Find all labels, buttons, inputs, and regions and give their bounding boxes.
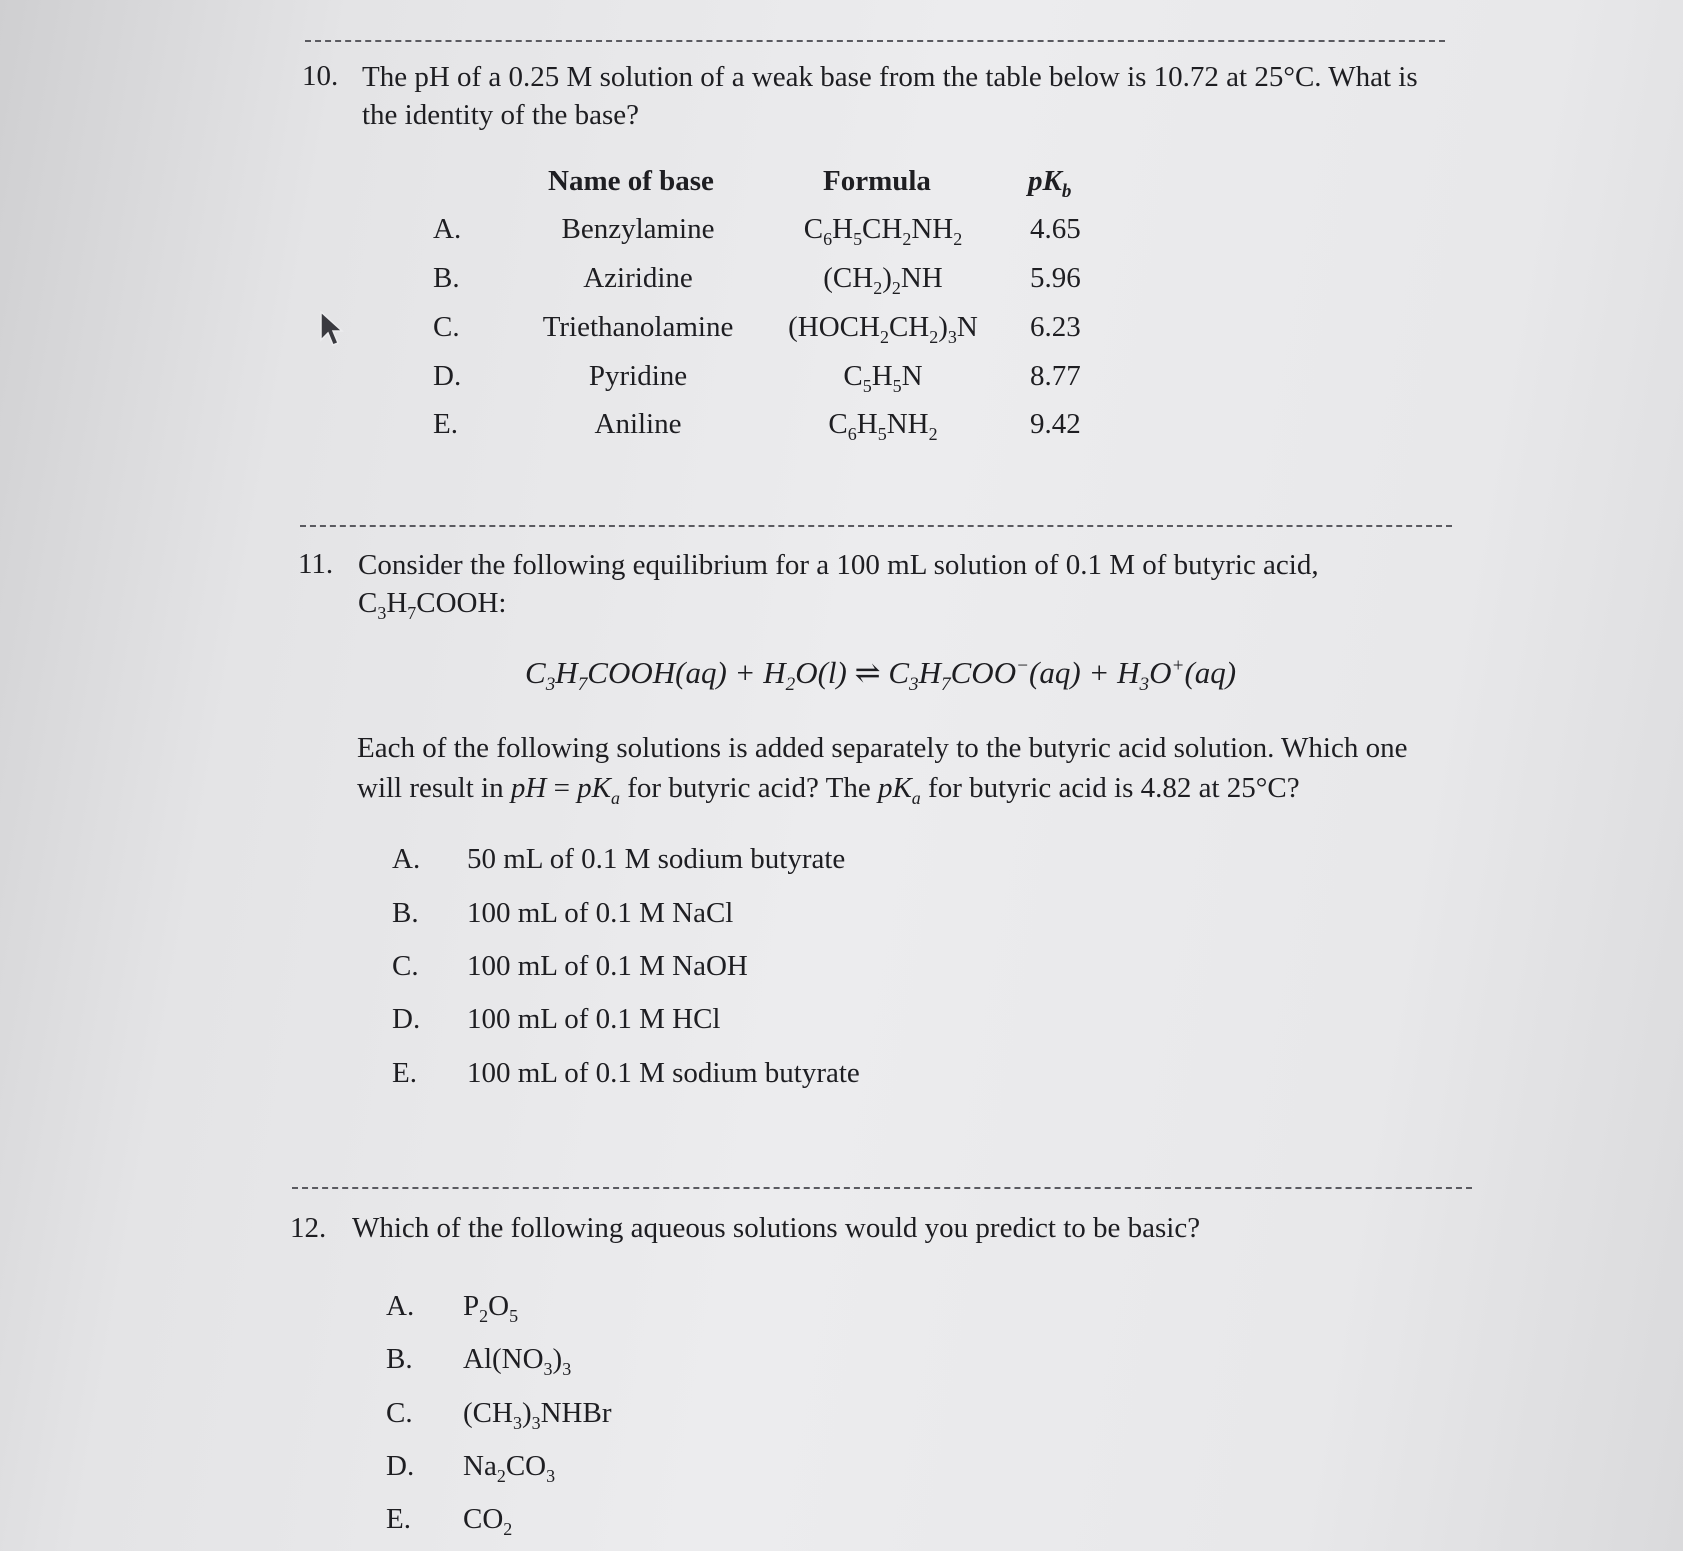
answer-option-text: 100 mL of 0.1 M NaOH — [467, 950, 748, 982]
answer-option-text: 100 mL of 0.1 M sodium butyrate — [467, 1057, 860, 1089]
question-11-paragraph — [357, 728, 1407, 818]
table-row-formula: $C_6H_5CH_2NH_2$ — [803, 213, 963, 249]
equilibrium-equation: $C_3H_7COOH(aq) + H_2O(l)$ ⇌ $C_3H_7COO^-(aq) + H_3O^+(aq)$ — [525, 655, 1237, 696]
answer-option-letter: E. — [386, 1503, 411, 1535]
answer-option-text: $CO_2$ — [463, 1503, 513, 1539]
table-row-name: Triethanolamine — [542, 311, 734, 343]
answer-option-text: 100 mL of 0.1 M HCl — [467, 1003, 721, 1035]
table-row-letter: B. — [433, 262, 460, 294]
table-row-letter: D. — [433, 360, 462, 392]
table-row-letter: A. — [433, 213, 462, 245]
question-11-text — [358, 546, 1319, 632]
table-row-pkb: 9.42 — [1030, 408, 1081, 440]
answer-option-text: 100 mL of 0.1 M NaCl — [467, 897, 734, 929]
table-row-pkb: 4.65 — [1030, 213, 1081, 245]
header-formula: Formula — [823, 165, 931, 197]
answer-option-letter: B. — [386, 1343, 413, 1375]
header-pkb: $pK_b$ — [1028, 165, 1072, 202]
table-row-formula: $(HOCH_2CH_2)_3N$ — [788, 311, 978, 347]
divider-q11 — [300, 525, 1452, 527]
question-10-line-1: The pH of a 0.25 M solution of a weak base from the table below is 10.72 at 25°C. What is — [362, 61, 1418, 93]
answer-option-text: 50 mL of 0.1 M sodium butyrate — [467, 843, 846, 875]
table-row-formula: $C_6H_5NH_2$ — [828, 408, 938, 444]
question-12-text: Which of the following aqueous solutions would you predict to be basic? — [352, 1212, 1201, 1244]
answer-option-letter: D. — [386, 1450, 415, 1482]
table-row-pkb: 8.77 — [1030, 360, 1081, 392]
question-12-number: 12. — [290, 1212, 327, 1244]
answer-option-text: $P_2O_5$ — [463, 1290, 519, 1326]
answer-option-text: $(CH_3)_3NHBr$ — [463, 1397, 612, 1433]
question-11-line-1: Consider the following equilibrium for a 100 mL solution of 0.1 M of butyric acid, — [358, 549, 1319, 581]
question-11-para-line-2: will result in pH = $pK_a$ for butyric acid? The $pK_a$ for butyric acid is 4.82 at 25°C? — [357, 772, 1300, 808]
answer-option-letter: E. — [392, 1057, 417, 1089]
table-row-pkb: 6.23 — [1030, 311, 1081, 343]
table-row-formula: $(CH_2)_2NH$ — [823, 262, 943, 298]
question-11-para-line-1: Each of the following solutions is added separately to the butyric acid solution. Which one — [357, 732, 1408, 764]
table-row-formula: $C_5H_5N$ — [843, 360, 923, 396]
answer-option-text: $Al(NO_3)_3$ — [463, 1343, 572, 1379]
table-row-name: Aniline — [594, 408, 682, 440]
divider-top — [305, 40, 1445, 42]
answer-option-text: $Na_2CO_3$ — [463, 1450, 556, 1486]
question-10-number: 10. — [302, 60, 339, 92]
answer-option-letter: B. — [392, 897, 419, 929]
answer-option-letter: A. — [392, 843, 421, 875]
answer-option-letter: C. — [386, 1397, 413, 1429]
table-row-letter: E. — [433, 408, 458, 440]
question-10-text — [362, 58, 1418, 134]
mouse-cursor-icon — [319, 310, 345, 348]
header-name-of-base: Name of base — [548, 165, 714, 197]
table-row-letter: C. — [433, 311, 460, 343]
answer-option-letter: C. — [392, 950, 419, 982]
table-row-name: Aziridine — [583, 262, 693, 294]
divider-q12 — [292, 1187, 1472, 1189]
answer-option-letter: A. — [386, 1290, 415, 1322]
question-10-line-2: the identity of the base? — [362, 99, 640, 131]
question-11-number: 11. — [298, 548, 334, 580]
answer-option-letter: D. — [392, 1003, 421, 1035]
question-11-line-2: $C_3H_7COOH$: — [358, 587, 507, 623]
table-row-name: Benzylamine — [561, 213, 715, 245]
table-row-name: Pyridine — [588, 360, 688, 392]
table-row-pkb: 5.96 — [1030, 262, 1081, 294]
